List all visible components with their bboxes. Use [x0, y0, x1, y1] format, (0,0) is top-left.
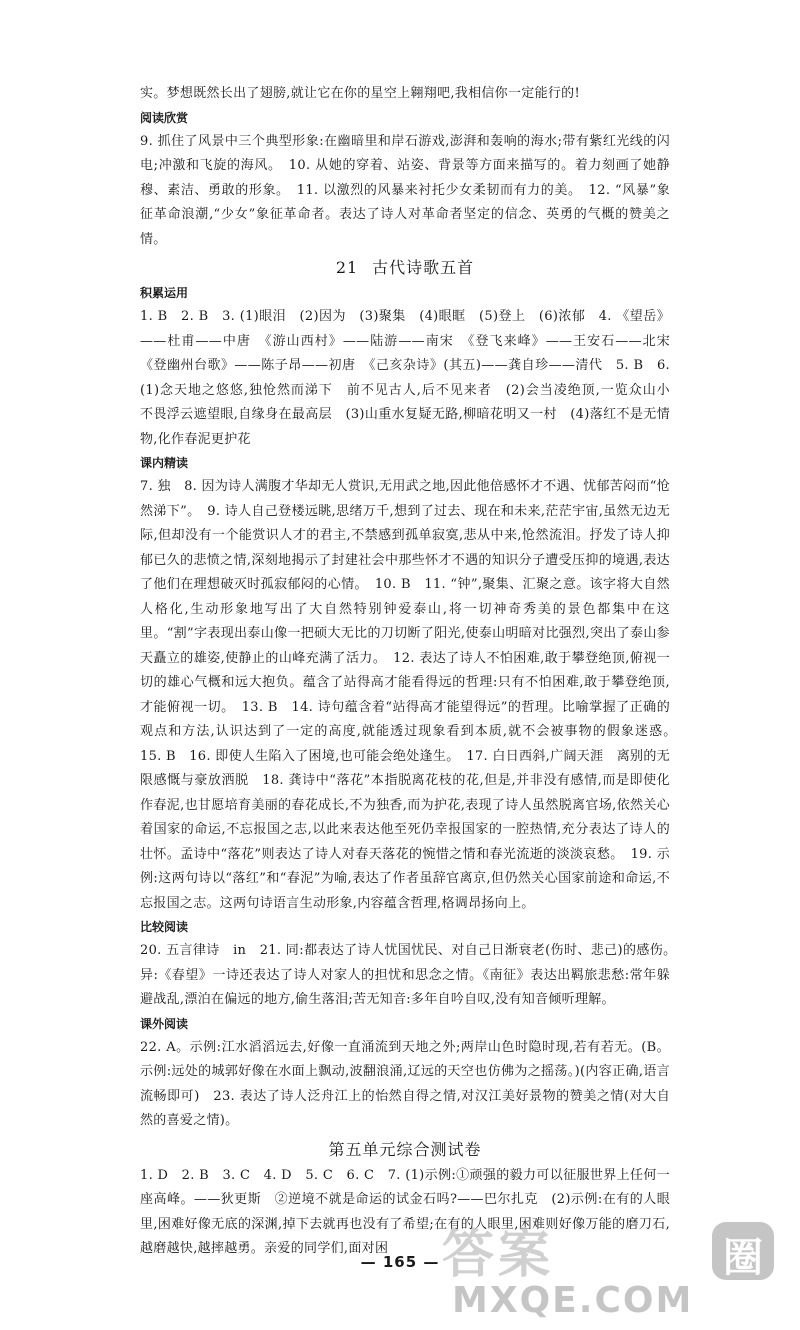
unit-title: [140, 1136, 670, 1164]
section-heading: 积累运用: [140, 286, 189, 300]
answer-paragraph: 1. D 2. B 3. C 4. D 5. C 6. C 7. (1)示例:①顽强的毅力可以征服世界上任何一座高峰。——狄更斯 ②逆境不就是命运的试金石吗?——巴尔扎克 (2)示例:在有的人眼里,困难好像无底的深渊,掉下去就再也没有了希望;在有的人眼里,困难则好像万能的磨刀石,越磨越快,越摔越勇。亲爱的同学们,面对困: [140, 1167, 670, 1256]
answer-paragraph: 20. 五言律诗 in 21. 同:都表达了诗人忧国忧民、对自己日渐衰老(伤时、悲己)的感伤。 异:《春望》一诗还表达了诗人对家人的担忧和思念之情。《南征》表达出羁旅悲愁:常年躲避战乱,漂泊在偏远的地方,偷生落泪;苦无知音:多年自吟自叹,没有知音倾听理解。: [140, 943, 684, 1007]
section-heading: 比较阅读: [140, 920, 189, 934]
answer-paragraph: 7. 独 8. 因为诗人满腹才华却无人赏识,无用武之地,因此他倍感怀才不遇、忧郁苦闷而“怆然涕下”。 9. 诗人自己登楼远眺,思绪万千,想到了过去、现在和未来,茫茫宇宙,虽然无边无际,但却没有一个能赏识人才的君主,不禁感到孤单寂寞,悲从中来,怆然流泪。抒发了诗人抑郁已久的悲愤之情,深刻地揭示了封建社会中那些怀才不遇的知识分子遭受压抑的境遇,表达了他们在理想破灭时孤寂郁闷的心情。 10. B 11. “钟”,聚集、汇聚之意。该字将大自然人格化,生动形象地写出了大自然特别钟爱泰山,将一切神奇秀美的景色都集中在这里。“割”字表现出泰山像一把硕大无比的刀切断了阳光,使泰山明暗对比强烈,突出了泰山参天矗立的雄姿,使静止的山峰充满了活力。 12. 表达了诗人不怕困难,敢于攀登绝顶,俯视一切的雄心气概和远大抱负。蕴含了站得高才能看得远的哲理:只有不怕困难,敢于攀登绝顶,才能俯视一切。 13. B 14. 诗句蕴含着“站得高才能望得远”的哲理。比喻掌握了正确的观点和方法,认识达到了一定的高度,就能透过现象看到本质,就不会被事物的假象迷惑。 15. B 16. 即使人生陷入了困境,也可能会绝处逢生。 17. 白日西斜,广阔天涯 离别的无限感慨与豪放洒脱 18. 龚诗中“落花”本指脱离花枝的花,但是,并非没有感情,而是即使化作春泥,也甘愿培育美丽的春花成长,不为独香,而为护花,表现了诗人虽然脱离官场,依然关心着国家的命运,不忘报国之志,以此来表达他至死仍幸报国家的一腔热情,充分表达了诗人的壮怀。孟诗中“落花”则表达了诗人对春天落花的惋惜之情和春光流逝的淡淡哀愁。 19. 示例:这两句诗以“落红”和“春泥”为喻,表达了作者虽辞官离京,但仍然关心国家前途和命运,不忘报国之志。这两句诗语言生动形象,内容蕴含哲理,格调昂扬向上。: [140, 479, 684, 911]
unit-number: 21: [335, 258, 359, 277]
unit-title-text: 古代诗歌五首: [372, 258, 475, 277]
watermark-badge-text: 圈: [723, 1235, 763, 1281]
answer-paragraph: 1. B 2. B 3. (1)眼泪 (2)因为 (3)聚集 (4)眼眶 (5)登上 (6)浓郁 4. 《望岳》——杜甫——中唐 《游山西村》——陆游——南宋 《登飞来峰》——王安石——北宋 《登幽州台歌》——陈子昂——初唐 《己亥杂诗》(其五)——龚自珍——清代 5. B 6. (1)念天地之悠悠,独怆然而涕下 前不见古人,后不见来者 (2)会当凌绝顶,一览众山小 不畏浮云遮望眼,自缘身在最高层 (3)山重水复疑无路,柳暗花明又一村 (4)落红不是无情物,化作春泥更护花: [140, 309, 684, 447]
page-number: — 165 —: [360, 1253, 440, 1271]
watermark-url: MXQE.COM: [452, 1280, 694, 1321]
answer-page: [140, 82, 684, 1262]
watermark-badge-icon: [712, 1222, 774, 1280]
watermark-text: 答案: [442, 1225, 555, 1285]
answer-paragraph: 22. A。示例:江水滔滔远去,好像一直涌流到天地之外;两岸山色时隐时现,若有若无。(B。示例:远处的城郭好像在水面上飘动,波翻浪涌,辽远的天空也仿佛为之摇荡。)(内容正确,语言流畅即可) 23. 表达了诗人泛舟江上的怡然自得之情,对汉江美好景物的赞美之情(对大自然的喜爱之情)。: [140, 1039, 670, 1128]
section-heading: 课内精读: [140, 456, 189, 470]
watermark-logo: [432, 1212, 792, 1328]
unit-title: [140, 254, 670, 282]
answer-paragraph: 9. 抓住了风景中三个典型形象:在幽暗里和岸石游戏,澎湃和轰响的海水;带有紫红光线的闪电;冲激和飞旋的海风。 10. 从她的穿着、站姿、背景等方面来描写的。着力刻画了她静穆、素洁、勇敢的形象。 11. 以激烈的风暴来衬托少女柔韧而有力的美。 12. “风暴”象征革命浪潮,“少女”象征革命者。表达了诗人对革命者坚定的信念、英勇的气概的赞美之情。: [140, 133, 670, 247]
answer-paragraph: 实。梦想既然长出了翅膀,就让它在你的星空上翱翔吧,我相信你一定能行的!: [140, 86, 580, 101]
unit-title-text: 第五单元综合测试卷: [328, 1139, 482, 1159]
section-heading: 课外阅读: [140, 1016, 189, 1031]
section-heading: 阅读欣赏: [140, 110, 189, 125]
